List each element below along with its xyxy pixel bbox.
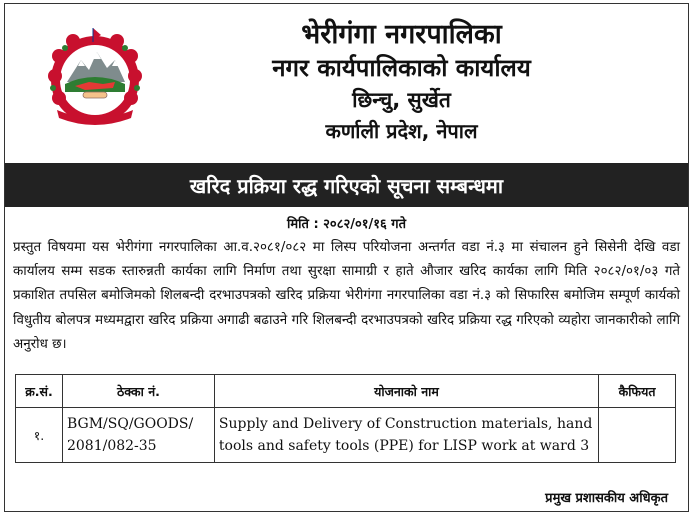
cell-remarks	[599, 408, 676, 463]
col-header-contract-no: ठेक्का नं.	[62, 375, 214, 408]
nepal-government-emblem-icon	[45, 26, 145, 126]
col-header-remarks: कैफियत	[599, 375, 676, 408]
office-address: छिन्चु, सुर्खेत	[352, 88, 451, 112]
cell-project-name: Supply and Delivery of Construction materials, hand tools and safety tools (PPE) for LISP work at ward 3	[214, 408, 598, 463]
province-country: कर्णाली प्रदेश, नेपाल	[325, 119, 478, 143]
notice-title-banner	[5, 163, 688, 207]
municipality-name: भेरीगंगा नगरपालिका	[301, 19, 502, 50]
col-header-project-name: योजनाको नाम	[214, 375, 598, 408]
notice-date: मिति : २०८२/०१/१६ गते	[287, 217, 406, 232]
office-header	[155, 18, 648, 146]
notice-page	[4, 3, 689, 512]
signatory-title: प्रमुख प्रशासकीय अधिकृत	[545, 491, 668, 506]
office-name: नगर कार्यपालिकाको कार्यालय	[272, 54, 531, 82]
table-row	[16, 408, 676, 463]
cell-contract-no: BGM/SQ/GOODS/ 2081/082-35	[62, 408, 214, 463]
cell-sn: १.	[16, 408, 63, 463]
notice-body: प्रस्तुत विषयमा यस भेरीगंगा नगरपालिका आ.व.२०८१/०८२ मा लिस्प परियोजना अन्तर्गत वडा नं.३ मा संचालन हुने सिसेनी देखि वडा कार्यालय सम्म सडक स्तारुन्नती कार्यका लागि निर्माण तथा सुरक्षा सामाग्री र हाते औजार खरिद कार्यका लागि मिति २०८२/०१/०३ गते प्रकाशित तपसिल बमोजिमको शिलबन्दी दरभाउपत्रको खरिद प्रक्रिया भेरीगंगा नगरपालिका वडा नं.३ को सिफारिस बमोजिम सम्पूर्ण कार्यको विधुतीय बोलपत्र मध्यमद्वारा खरिद प्रक्रिया अगाढी बढाउने गरि शिलबन्दी दरभाउपत्रको खरिद प्रक्रिया रद्ध गरिएको व्यहोरा जानकारीको लागि अनुरोध छ।	[13, 240, 680, 352]
notice-title: खरिद प्रक्रिया रद्ध गरिएको सूचना सम्बन्धमा	[189, 173, 504, 198]
tender-table	[15, 374, 676, 463]
col-header-sn: क्र.सं.	[16, 375, 63, 408]
table-header-row	[16, 375, 676, 408]
